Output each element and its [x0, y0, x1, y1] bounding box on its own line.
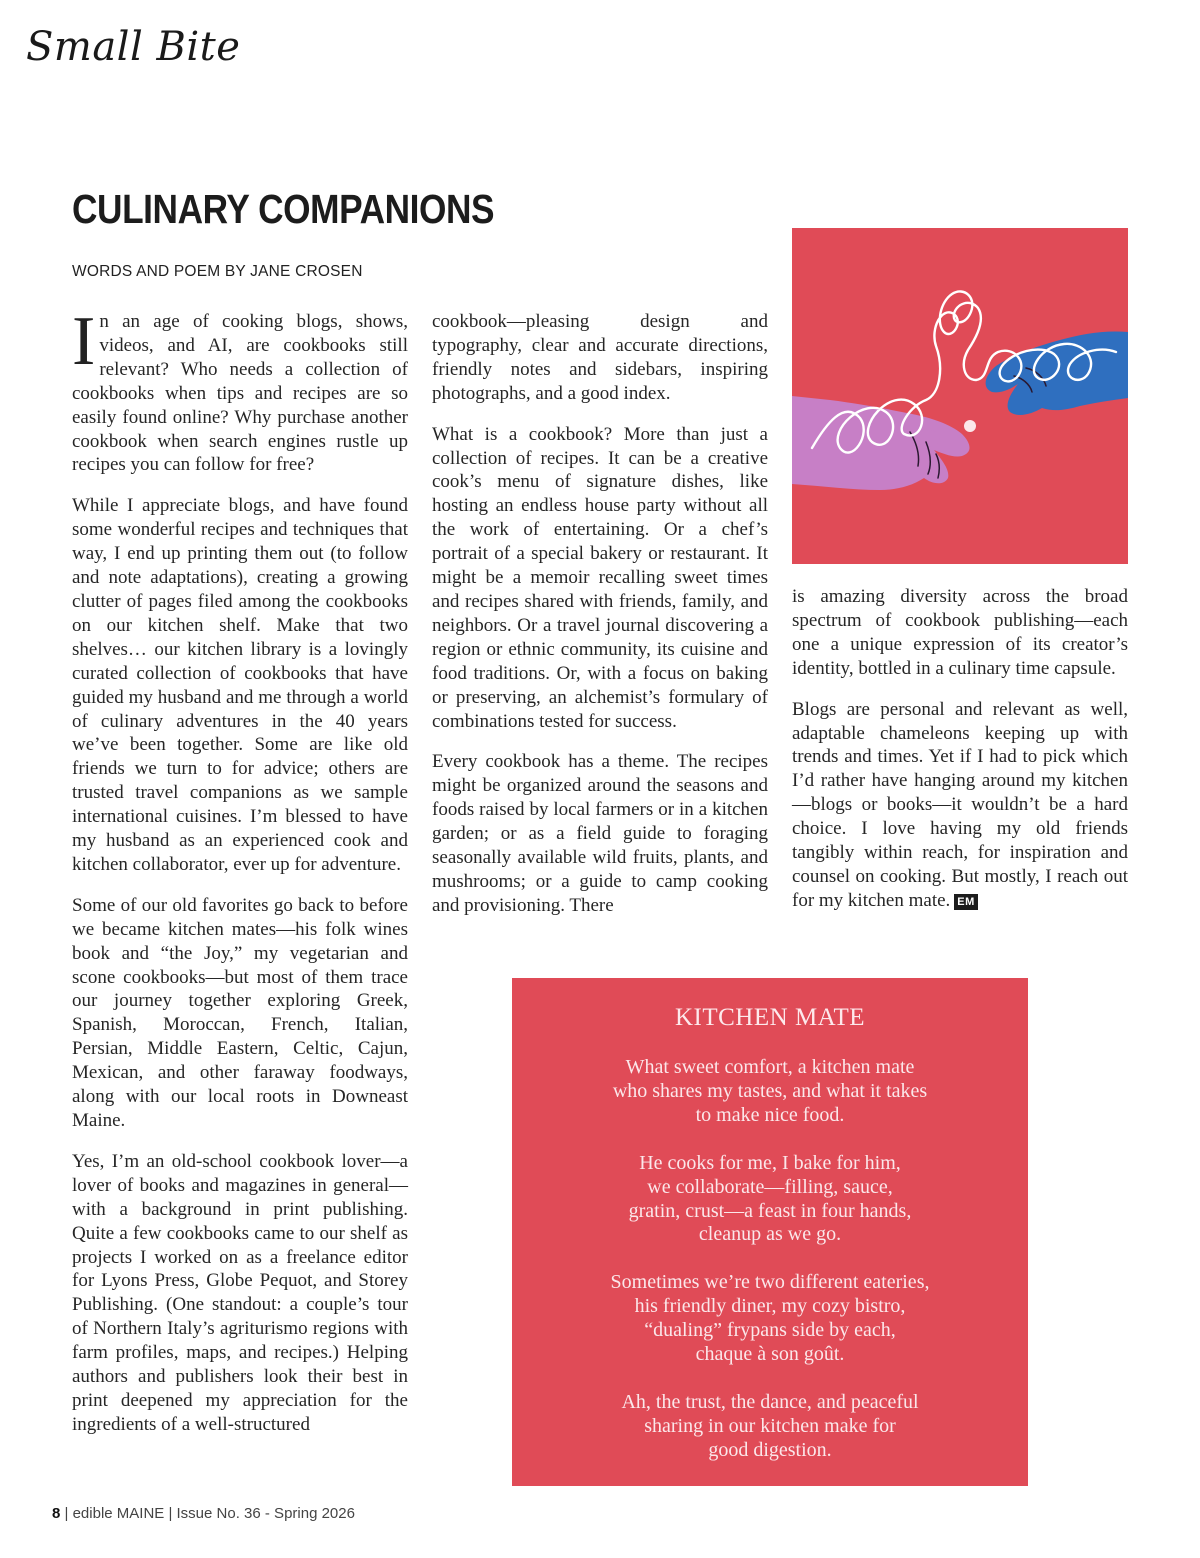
hands-illustration-icon — [792, 228, 1128, 564]
poem-line: who shares my tastes, and what it takes — [612, 1079, 928, 1102]
byline: WORDS AND POEM BY JANE CROSEN — [72, 263, 363, 280]
pinch-highlight-icon — [964, 420, 976, 432]
poem-line: He cooks for me, I bake for him, — [639, 1151, 901, 1174]
page-number: 8 — [52, 1505, 61, 1522]
poem-line: sharing in our kitchen make for — [644, 1414, 896, 1437]
poem-line: his friendly diner, my cozy bistro, — [634, 1295, 906, 1318]
page-footer — [52, 1505, 355, 1522]
article-column-1 — [72, 303, 408, 1437]
article-column-2 — [432, 310, 768, 918]
poem-stanza — [512, 1391, 1028, 1463]
article-paragraph: cookbook—pleasing design and typography, clear and accurate directions, friendly notes and sidebars, inspiring photographs, and a good index. — [432, 311, 768, 404]
poem-line: Ah, the trust, the dance, and peaceful — [621, 1390, 919, 1413]
article-paragraph: Some of our old favorites go back to before we became kitchen mates—his folk wines book and “the Joy,” my vegetarian and scone cookbooks—but most of them trace our journey together exploring Greek, Spanish, Moroccan, French, Italian, Persian, Middle Eastern, Celtic, Cajun, Mexican, and other faraway foodways, along with our local roots in Downeast Maine. — [72, 894, 408, 1131]
poem-line: gratin, crust—a feast in four hands, — [628, 1199, 912, 1222]
footer-text: | edible MAINE | Issue No. 36 - Spring 2026 — [64, 1505, 355, 1522]
poem-line: cleanup as we go. — [698, 1223, 842, 1246]
drop-cap: I — [72, 303, 96, 380]
poem-title: KITCHEN MATE — [674, 1004, 865, 1031]
poem-line: Sometimes we’re two different eateries, — [610, 1271, 930, 1294]
article-paragraph: What is a cookbook? More than just a collection of recipes. It can be a creative cook’s menu of signature dishes, like hosting an endless house party without all the work of entertaining. Or a chef’s portrait of a special bakery or restaurant. It might be a memoir recalling sweet times and recipes shared with friends, family, and neighbors. Or a travel journal discovering a region or ethnic community, its cuisine and food traditions. Or, with a focus on baking or preserving, an alchemist’s formulary of combinations tested for success. — [432, 423, 768, 732]
poem-stanza — [512, 1271, 1028, 1367]
poem-line: we collaborate—filling, sauce, — [647, 1175, 893, 1198]
hands-illustration — [792, 228, 1128, 564]
article-paragraph: While I appreciate blogs, and have found some wonderful recipes and techniques that way, I end up printing them out (to follow and note adaptations), creating a growing clutter of pages filed among the cookbooks on our kitchen shelf. Make that two shelves… our kitchen library is a lovingly curated collection of cookbooks that have guided my husband and me through a world of culinary adventures in the 40 years we’ve been together. Some are like old friends we turn to for advice; others are trusted travel companions as we sample international cuisines. I’m blessed to have my husband as an experienced cook and kitchen collaborator, ever up for adventure. — [72, 495, 408, 875]
section-tag: Small Bite — [26, 24, 241, 70]
article-paragraph: Every cookbook has a theme. The recipes might be organized around the seasons and foods raised by local farmers or in a kitchen garden; or as a field guide to foraging seasonally available wild fruits, plants, and mushrooms; or a guide to camp cooking and provisioning. There — [432, 751, 768, 916]
poem-line: chaque à son goût. — [695, 1343, 845, 1366]
article-title: CULINARY COMPANIONS — [72, 186, 495, 232]
article-column-3 — [792, 585, 1128, 913]
article-paragraph: In an age of cooking blogs, shows, videos, and AI, are cookbooks still relevant? Who needs a collection of cookbooks when tips and recipes are so easily found online? Why purchase another cookbook when search engines rustle up recipes you can follow for free? — [72, 303, 408, 476]
article-paragraph: Yes, I’m an old-school cookbook lover—a lover of books and magazines in general—with a background in print publishing. Quite a few cookbooks came to our shelf as projects I worked on as a freelance editor for Lyons Press, Globe Pequot, and Storey Publishing. (One standout: a couple’s tour of Northern Italy’s agriturismo regions with farm profiles, maps, and recipes.) Helping authors and publishers look their best in print deepened my appreciation for the ingredients of a well-structured — [72, 1150, 408, 1435]
poem-sidebar — [512, 978, 1028, 1486]
poem-line: good digestion. — [708, 1438, 832, 1461]
end-mark-icon: EM — [954, 894, 978, 910]
article-paragraph: is amazing diversity across the broad spectrum of cookbook publishing—each one a unique expression of its creator’s identity, bottled in a culinary time capsule. — [792, 586, 1128, 679]
poem-line: What sweet comfort, a kitchen mate — [625, 1056, 915, 1078]
article-paragraph: Blogs are personal and relevant as well, adaptable chameleons keeping up with trends and times. Yet if I had to pick which I’d rather have hanging around my kitchen—blogs or books—it wouldn’t be a hard choice. I love having my old friends tangibly within reach, for inspiration and counsel on cooking. But mostly, I reach out for my kitchen mate. EM — [792, 698, 1128, 911]
poem-stanza — [512, 1056, 1028, 1128]
poem-stanza — [512, 1152, 1028, 1248]
poem-line: “dualing” frypans side by each, — [644, 1319, 896, 1342]
poem-line: to make nice food. — [695, 1103, 845, 1126]
poem-stanzas — [512, 1056, 1028, 1487]
